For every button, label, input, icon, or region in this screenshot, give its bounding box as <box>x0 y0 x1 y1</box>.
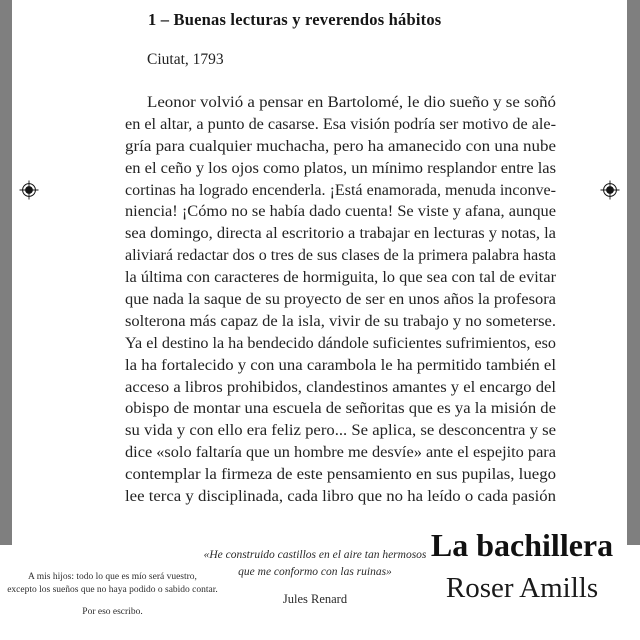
body-line: obispo de montar una escuela de señoritas que es ya la misión de <box>125 400 556 418</box>
body-line: gría para cualquier muchacha, pero ha amanecido con una nube <box>125 137 556 155</box>
quote-block <box>200 547 430 607</box>
registration-mark-left-icon <box>19 180 39 200</box>
dedication-closing: Por eso escribo. <box>82 607 143 617</box>
dedication-block <box>0 571 225 619</box>
body-line: niencia! ¡Cómo no se había dado cuenta! Se viste y afana, aunque <box>125 203 556 221</box>
dedication-line: A mis hijos: todo lo que es mío será vuestro, <box>28 572 197 582</box>
quote-line: que me conformo con las ruinas» <box>238 565 392 578</box>
body-line: Ya el destino la ha bendecido dándole suficientes sufrimientos, eso <box>125 334 556 352</box>
body-line: la última con caracteres de hormiguita, lo que sea con tal de evitar <box>125 269 556 287</box>
body-line: lee terca y disciplinada, cada libro que no ha leído o cada pasión <box>125 488 556 506</box>
chapter-title: 1 – Buenas lecturas y reverendos hábitos <box>148 10 442 29</box>
body-line: en el altar, a punto de casarse. Esa visión podría ser motivo de ale- <box>125 115 556 133</box>
body-line: acceso a libros prohibidos, clandestinos amantes y el encargo del <box>125 378 556 396</box>
registration-mark-right-icon <box>600 180 620 200</box>
page-edge-left <box>0 0 12 545</box>
body-line: su vida y con ello era feliz pero... Se aplica, se desconcentra y se <box>125 422 556 440</box>
body-line: Leonor volvió a pensar en Bartolomé, le dio sueño y se soñó <box>147 94 556 111</box>
dateline: Ciutat, 1793 <box>147 51 224 68</box>
body-text <box>125 92 556 508</box>
body-line: aliviará redactar dos o tres de sus clases de la primera palabra hasta <box>125 247 556 265</box>
body-line: dice «solo faltaría que un hombre me desvíe» ante el espejito para <box>125 444 556 462</box>
book-title: La bachillera <box>430 527 614 563</box>
body-line: contemplar la firmeza de este pensamiento en sus pupilas, luego <box>125 466 556 484</box>
body-line: sea domingo, directa al escritorio a trabajar en lecturas y notas, la <box>125 225 556 243</box>
body-line: en el ceño y los ojos como platos, un mínimo resplandor entre las <box>125 159 556 177</box>
page-edge-right <box>627 0 640 545</box>
body-line: solterona más capaz de la isla, vivir de su trabajo y no someterse. <box>125 312 556 330</box>
footer-band <box>0 527 640 640</box>
book-title-block <box>408 527 636 604</box>
body-line: que nada la saque de su proyecto de ser en unos años la profesora <box>125 291 556 309</box>
body-line: cortinas ha logrado encenderla. ¡Está enamorada, menuda inconve- <box>125 181 556 199</box>
dedication-line: excepto los sueños que no haya podido o sabido contar. <box>7 585 218 595</box>
quote-author: Jules Renard <box>282 592 348 606</box>
book-author: Roser Amills <box>445 572 599 604</box>
body-line: la ha fortalecido y con una carambola le ha permitido también el <box>125 356 556 374</box>
quote-line: «He construido castillos en el aire tan hermosos <box>203 549 427 561</box>
